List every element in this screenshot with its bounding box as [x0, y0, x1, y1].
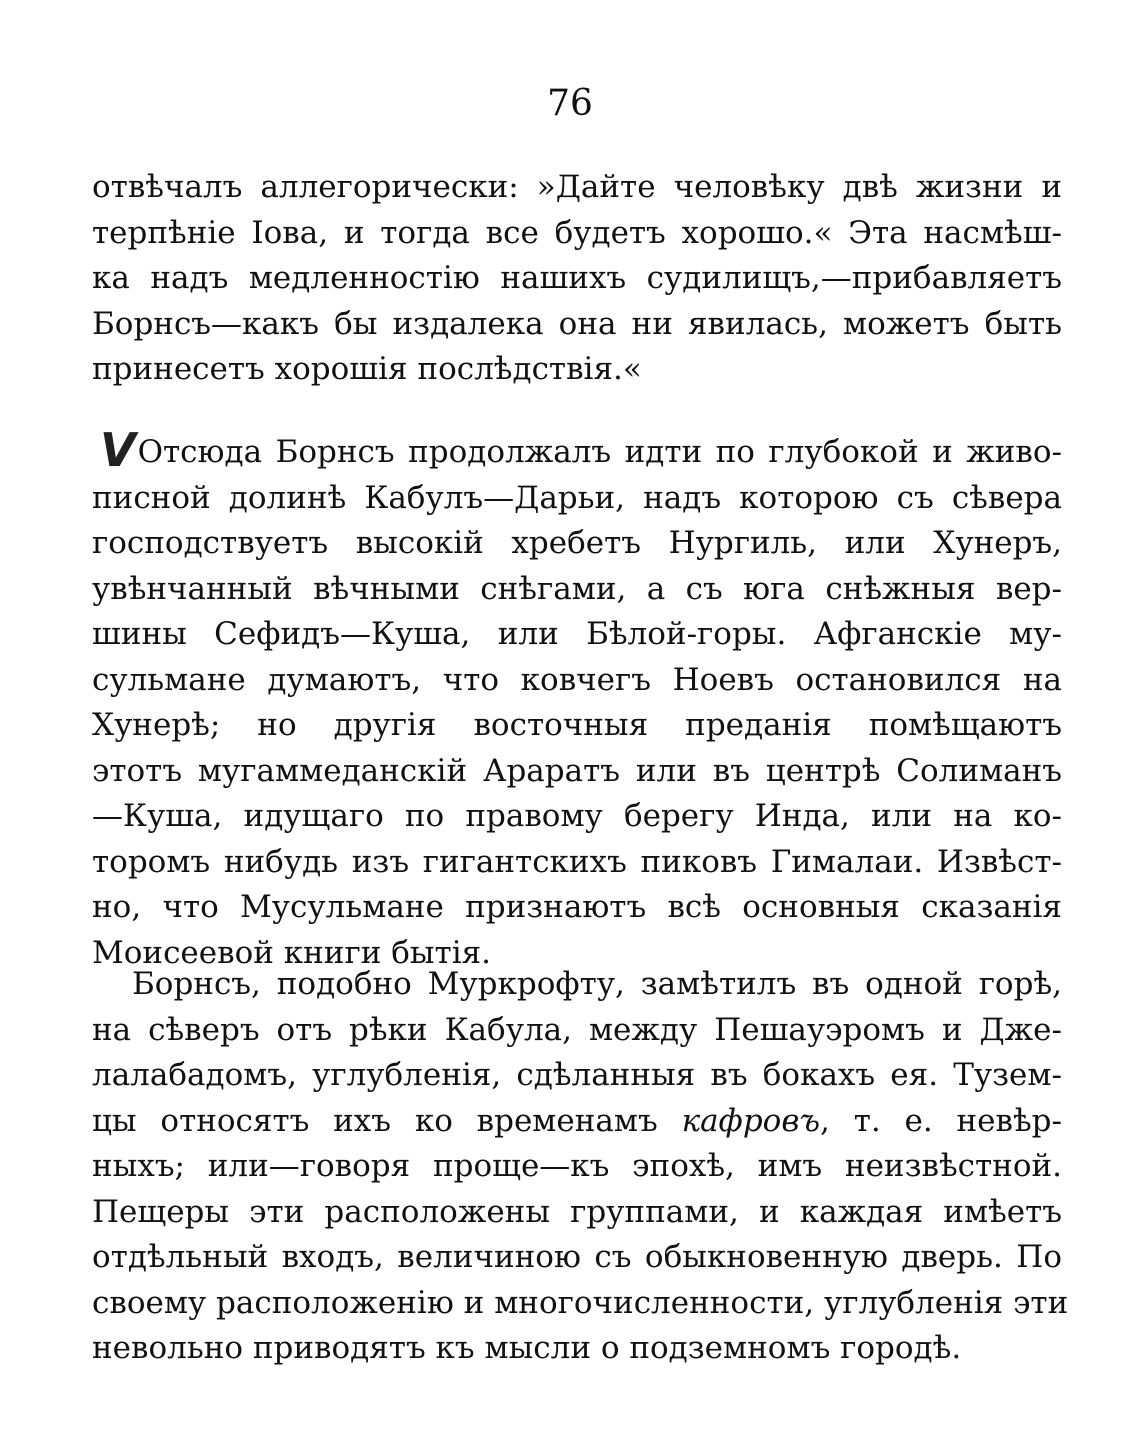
- text-line: увѣнчанный вѣчными снѣгами, а съ юга снѣжныя вер-: [92, 570, 1062, 607]
- text-line: этотъ мугаммеданскій Араратъ или въ центрѣ Солиманъ: [92, 752, 1062, 789]
- text-line: своему расположенію и многочисленности, углубленія эти: [92, 1284, 1069, 1321]
- text-line: Хунерѣ; но другія восточныя преданія помѣщаютъ: [92, 707, 1062, 743]
- text-line: —Куша, идущаго по правому берегу Инда, или на ко-: [92, 798, 1062, 834]
- text-line: на сѣверъ отъ рѣки Кабула, между Пешауэромъ и Дже-: [92, 1011, 1062, 1048]
- paragraph-1: [92, 165, 1062, 393]
- text-line: принесетъ хорошія послѣдствія.«: [92, 351, 642, 387]
- text-line: отвѣчалъ аллегорически: »Дайте человѣку двѣ жизни и: [92, 169, 1062, 205]
- text-line: ка надъ медленностію нашихъ судилищъ,—прибавляетъ: [92, 260, 1062, 296]
- paragraph-3: [92, 962, 1069, 1372]
- text-line: но, что Мусульмане признаютъ всѣ основныя сказанія: [92, 889, 1062, 925]
- margin-check-mark: V: [100, 423, 136, 477]
- text-line: отдѣльный входъ, величиною съ обыкновенную дверь. По: [92, 1239, 1062, 1275]
- text-line: сульмане думаютъ, что ковчегъ Ноевъ остановился на: [92, 661, 1062, 698]
- text-line: господствуетъ высокій хребетъ Нургиль, или Хунеръ,: [92, 525, 1062, 561]
- text-line: шины Сефидъ—Куша, или Бѣлой-горы. Афганскіе му-: [92, 616, 1062, 652]
- text-line-content: Отсюда Борнсъ продолжалъ идти по глубокой и живо-: [137, 434, 1062, 470]
- text-line: писной долинѣ Кабулъ—Дарьи, надъ которою съ сѣвера: [92, 479, 1062, 516]
- text-line: [92, 1099, 1062, 1145]
- text-line-tail: , т. е. невѣр-: [820, 1102, 1062, 1139]
- text-line: терпѣніе Іова, и тогда все будетъ хорошо.« Эта насмѣш-: [92, 214, 1062, 251]
- text-line: невольно приводятъ къ мысли о подземномъ городѣ.: [92, 1330, 962, 1366]
- paragraph-2: [92, 423, 1062, 976]
- text-line-content: цы относятъ ихъ ко временамъ: [92, 1102, 658, 1139]
- text-line-first: [92, 962, 1062, 1008]
- text-line: ныхъ; или—говоря проще—къ эпохѣ, имъ неизвѣстной.: [92, 1148, 1062, 1184]
- text-line: лалабадомъ, углубленія, сдѣланныя въ бокахъ ея. Тузем-: [92, 1057, 1062, 1093]
- text-line: Пещеры эти расположены группами, и каждая имѣетъ: [92, 1193, 1062, 1230]
- text-line-content: Борнсъ, подобно Муркрофту, замѣтилъ въ одной горѣ,: [132, 966, 1062, 1002]
- text-line: торомъ нибудь изъ гигантскихъ пиковъ Гималаи. Извѣст-: [92, 843, 1062, 880]
- text-line: Борнсъ—какъ бы издалека она ни явилась, можетъ быть: [92, 305, 1062, 342]
- text-line: Моисеевой книги бытія.: [92, 934, 492, 971]
- page-number: 76: [547, 83, 593, 124]
- italic-word: кафровъ: [681, 1102, 821, 1139]
- text-line-first: [92, 423, 1062, 477]
